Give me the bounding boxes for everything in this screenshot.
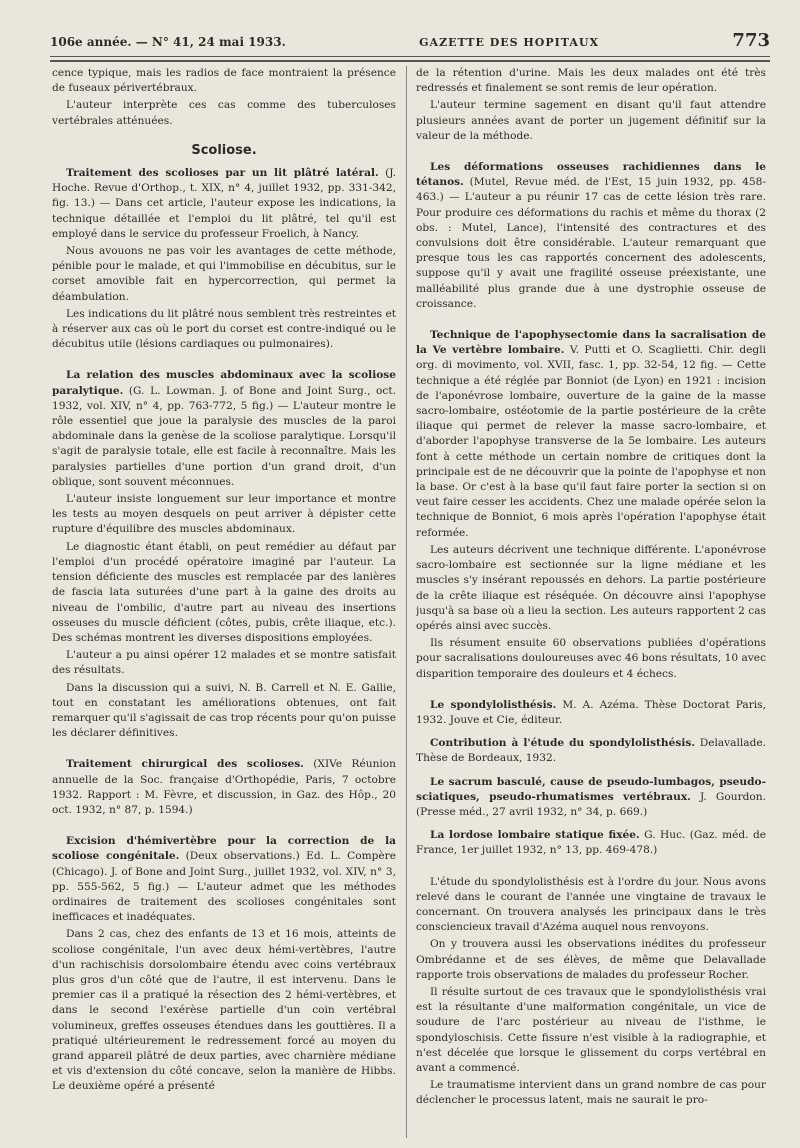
abstract-entry bbox=[416, 698, 766, 728]
abstract-entry bbox=[416, 328, 766, 541]
entry-title: Traitement des scolioses par un lit plâtré latéral. bbox=[66, 167, 379, 180]
paragraph: Nous avouons ne pas voir les avantages de cette méthode, pénible pour le malade, et qui l'immobilise en décubitus, sur le corset amovible fait en hypercorrection, qui permet la déambulation. bbox=[52, 245, 396, 303]
abstract-entry bbox=[52, 834, 396, 925]
paragraph: L'auteur termine sagement en disant qu'il faut attendre plusieurs années avant de porter un jugement définitif sur la valeur de la méthode. bbox=[416, 99, 766, 142]
paragraph: L'auteur insiste longuement sur leur importance et montre les tests au moyen desquels on peut arriver à dépister cette rupture d'équilibre des muscles abdominaux. bbox=[52, 493, 396, 536]
paragraph: Dans la discussion qui a suivi, N. B. Carrell et N. E. Gallie, tout en constatant les améliorations obtenues, ont fait remarquer qu'il s'agissait de cas trop récents pour qu'on puisse les déclarer définitives. bbox=[52, 681, 396, 740]
issue-info: 106e année. — N° 41, 24 mai 1933. bbox=[50, 35, 286, 49]
entry-text: G. Huc. (Gaz. méd. de France, 1er juillet 1932, n° 13, pp. 469-478.) bbox=[416, 829, 766, 857]
abstract-entry bbox=[416, 736, 766, 766]
paragraph: Il résulte surtout de ces travaux que le spondylolisthésis vrai est la résultante d'une malformation congénitale, un vice de soudure de l'arc postérieur au niveau de l'isthme, le spondyloschisis. Cette fissure n'est visible à la radiographie, et n'est décelée que lorsque le glissement du corps vertébral en avant a commencé. bbox=[416, 985, 766, 1074]
entry-title: Technique de l'apophysectomie dans la sacralisation de la Ve vertèbre lombaire. bbox=[416, 329, 766, 357]
abstract-entry bbox=[52, 166, 396, 242]
paragraph: On y trouvera aussi les observations inédites du professeur Ombrédanne et de ses élèves, de même que Delavallade rapporte trois observations de malades du professeur Rocher. bbox=[416, 938, 766, 981]
paragraph: L'auteur a pu ainsi opérer 12 malades et se montre satisfait des résultats. bbox=[52, 649, 396, 677]
entry-text: (Mutel, Revue méd. de l'Est, 15 juin 1932, pp. 458-463.) — L'auteur a pu réunir 17 cas de cette lésion très rare. Pour produire ces déformations du rachis et même du thorax (2 obs. : Mutel, Lance), l'intensité des contractures et des convulsions doit être considérable. L'auteur remarquant que presque tous les cas rapportés concernent des adolescents, suppose qu'il y avait une fragilité osseuse préexistante, une malléabilité plus grande due à une dystrophie osseuse de croissance. bbox=[416, 176, 766, 310]
paragraph: cence typique, mais les radios de face montraient la présence de fuseaux périvertébraux. bbox=[52, 67, 396, 95]
entry-text: J. Gourdon. (Presse méd., 27 avril 1932, n° 34, p. 669.) bbox=[416, 790, 766, 818]
entry-title: Excision d'hémivertèbre pour la correction de la scoliose congénitale. bbox=[52, 835, 396, 863]
header-rule bbox=[50, 56, 770, 57]
entry-title: Les déformations osseuses rachidiennes dans le tétanos. bbox=[416, 161, 766, 189]
paragraph: Le diagnostic étant établi, on peut remédier au défaut par l'emploi d'un procédé opératoire imaginé par l'auteur. La tension déficiente des muscles est remplacée par des lanières de fascia lata suturées d'une part à la gaine des droits au niveau de l'ombilic, d'autre part au niveau des insertions osseuses du muscle déficient (côtes, pubis, crête iliaque, etc.). Des schémas montrent les diverses dispositions employées. bbox=[52, 540, 396, 644]
paragraph: de la rétention d'urine. Mais les deux malades ont été très redressés et finalement se sont remis de leur opération. bbox=[416, 67, 766, 95]
abstract-entry bbox=[416, 160, 766, 312]
paragraph: Ils résument ensuite 60 observations publiées d'opérations pour sacralisations douloureuses avec 46 bons résultats, 10 avec disparition temporaire des douleurs et 4 échecs. bbox=[416, 637, 766, 680]
paragraph: L'étude du spondylolisthésis est à l'ordre du jour. Nous avons relevé dans le courant de l'année une vingtaine de travaux le concernant. On trouvera analysés les principaux dans le très consciencieux travail d'Azéma auquel nous renvoyons. bbox=[416, 875, 766, 934]
paragraph: Le traumatisme intervient dans un grand nombre de cas pour déclencher le processus latent, mais ne saurait le pro- bbox=[416, 1079, 766, 1107]
right-column bbox=[416, 66, 766, 1138]
left-column bbox=[52, 66, 396, 1138]
header-double-rule bbox=[50, 60, 770, 62]
entry-title: La relation des muscles abdominaux avec la scoliose paralytique. bbox=[52, 369, 396, 397]
paragraph: Les indications du lit plâtré nous semblent très restreintes et à réserver aux cas où le port du corset est contre-indiqué ou le décubitus utile (lésions cardiaques ou pulmonaires). bbox=[52, 307, 396, 351]
abstract-entry bbox=[416, 828, 766, 858]
paragraph: Dans 2 cas, chez des enfants de 13 et 16 mois, atteints de scoliose congénitale, l'un avec deux hémi-vertèbres, l'autre d'un rachischisis dorsolombaire étendu avec coins vertébraux plus gros d'un côté que de l'autre, il est intervenu. Dans le premier cas il a pratiqué la résection des 2 hémi-vertèbres, et dans le second l'exérèse partielle d'un coin vertébral volumineux, greffes osseuses étendues dans les gouttières. Il a pratiqué ultérieurement le redressement forcé au moyen du grand appareil plâtré de deux parties, avec charnière médiane et vis d'extension du côté concave, selon la manière de Hibbs. Le deuxième opéré a présenté bbox=[52, 928, 396, 1093]
abstract-entry bbox=[52, 368, 396, 490]
entry-text: V. Putti et O. Scaglietti. Chir. degli org. di movimento, vol. XVII, fasc. 1, pp. 32-54, 12 fig. — Cette technique a été réglée par Bonniot (de Lyon) en 1921 : incision de l'aponévrose lombaire, ouverture de la gaine de la masse sacro-lombaire, ostéotomie de la partie postérieure de la crête iliaque qui permet de relever la masse sacro-lombaire, et d'aborder l'apophyse transverse de la 5e lombaire. Les auteurs font à cette méthode un certain nombre de critiques dont la principale est de ne découvrir que la pointe de l'apophyse et non la base. Or c'est à la base qu'il faut faire porter la section si on veut faire cesser les accidents. Chez une malade opérée selon la technique de Bonniot, 6 mois après l'opération l'apophyse était reformée. bbox=[416, 344, 766, 539]
entry-text: Delavallade. Thèse de Bordeaux, 1932. bbox=[416, 737, 766, 765]
paragraph: L'auteur interprète ces cas comme des tuberculoses vertébrales atténuées. bbox=[52, 99, 396, 127]
journal-title: GAZETTE DES HOPITAUX bbox=[419, 36, 600, 49]
entry-text: M. A. Azéma. Thèse Doctorat Paris, 1932. Jouve et Cie, éditeur. bbox=[416, 698, 766, 726]
section-heading: Scoliose. bbox=[191, 142, 257, 158]
entry-text: (Deux observations.) Ed. L. Compère (Chicago). J. of Bone and Joint Surg., juillet 1932, vol. XIV, n° 3, pp. 555-562, 5 fig.) — L'auteur admet que les méthodes ordinaires de traitement des scolioses congénitales sont inefficaces et inadéquates. bbox=[52, 850, 396, 924]
page-header bbox=[50, 30, 770, 54]
entry-text: (G. L. Lowman. J. of Bone and Joint Surg., oct. 1932, vol. XIV, n° 4, pp. 763-772, 5 fig.) — L'auteur montre le rôle essentiel que joue la paralysie des muscles de la paroi abdominale dans la genèse de la scoliose paralytique. Lorsqu'il s'agit de paralysie totale, elle est facile à reconnaître. Mais les paralysies partielles d'une portion d'un grand droit, d'un oblique, sont souvent méconnues. bbox=[52, 384, 396, 488]
entry-title: La lordose lombaire statique fixée. bbox=[430, 829, 640, 842]
entry-title: Contribution à l'étude du spondylolisthésis. bbox=[430, 737, 696, 750]
abstract-entry bbox=[52, 757, 396, 818]
column-divider bbox=[406, 66, 407, 1138]
abstract-entry bbox=[416, 775, 766, 821]
page-number: 773 bbox=[732, 30, 770, 51]
paragraph: Les auteurs décrivent une technique différente. L'aponévrose sacro-lombaire est sectionnée sur la ligne médiane et les muscles s'y insérant repoussés en dehors. La partie postérieure de la crête iliaque est réséquée. On découvre ainsi l'apophyse jusqu'à sa base où a lieu la section. Les auteurs rapportent 2 cas opérés ainsi avec succès. bbox=[416, 543, 766, 632]
entry-title: Traitement chirurgical des scolioses. bbox=[66, 758, 304, 771]
entry-title: Le sacrum basculé, cause de pseudo-lumbagos, pseudo-sciatiques, pseudo-rhumatismes vertébraux. bbox=[416, 775, 766, 803]
entry-text: (J. Hoche. Revue d'Orthop., t. XIX, n° 4, juillet 1932, pp. 331-342, fig. 13.) — Dans cet article, l'auteur expose les indications, la technique détaillée et l'emploi du lit plâtré, tel qu'il est employé dans le service du professeur Froelich, à Nancy. bbox=[52, 167, 396, 240]
entry-title: Le spondylolisthésis. bbox=[430, 698, 557, 711]
entry-text: (XIVe Réunion annuelle de la Soc. française d'Orthopédie, Paris, 7 octobre 1932. Rapport : M. Fèvre, et discussion, in Gaz. des Hôp., 20 oct. 1932, n° 87, p. 1594.) bbox=[52, 758, 396, 816]
